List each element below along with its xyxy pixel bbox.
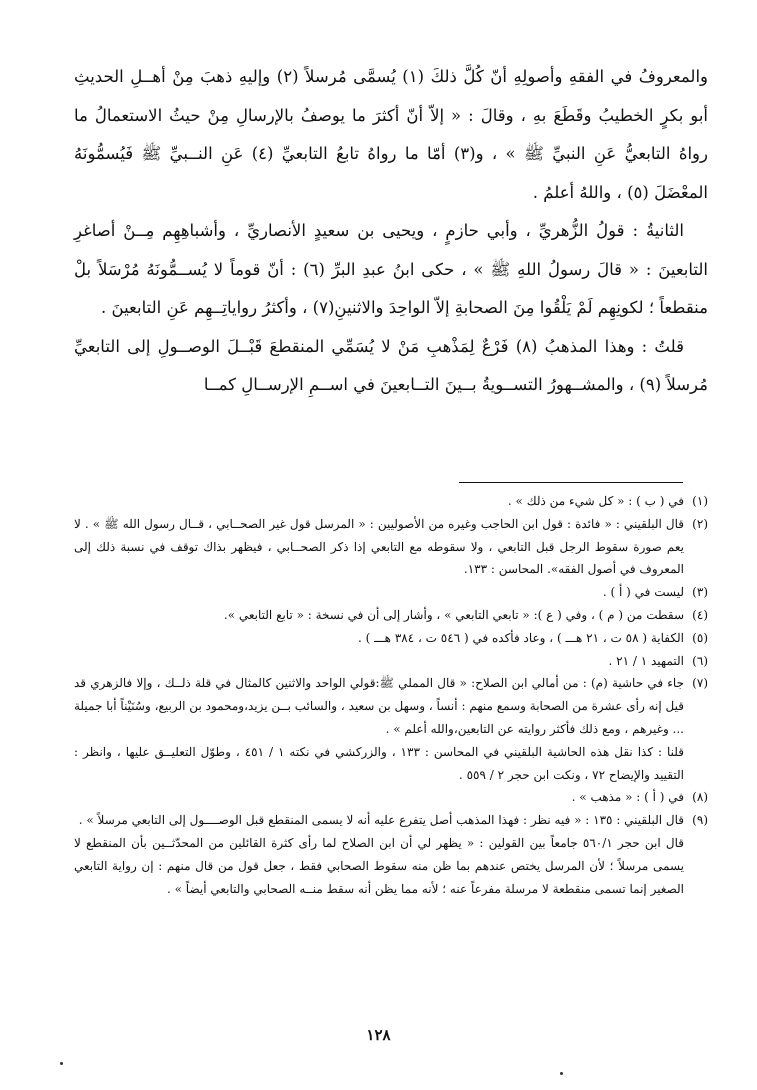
footnote-number: (٧) bbox=[692, 676, 708, 691]
footnote-7 bbox=[74, 672, 708, 740]
footnote-text: في ( أ ) : « مذهب » . bbox=[571, 790, 684, 805]
scan-speck bbox=[60, 1062, 63, 1065]
main-text bbox=[74, 58, 708, 405]
footnote-5 bbox=[74, 627, 708, 650]
footnote-text: في ( ب ) : « كل شيء من ذلك » . bbox=[507, 494, 684, 508]
footnote-text: التمهيد ١ / ٢١ . bbox=[608, 653, 684, 668]
footnote-3 bbox=[74, 581, 708, 604]
footnote-text: سقطت من ( م ) ، وفي ( ع ): « تابعي التابعي » ، وأشار إلى أن في نسخة : « تابع التابعي ». bbox=[223, 607, 684, 622]
footnote-number: (٩) bbox=[692, 813, 708, 828]
footnote-separator bbox=[459, 482, 683, 483]
paragraph-3: قلتُ : وهذا المذهبُ (٨) فَرْعٌ لِمَذْهبِ مَنْ لا يُسَمِّي المنقطعَ قَبْــلَ الوصــولِ إلى التابعيِّ مُرسلاً (٩) ، والمشــهورُ التســويةُ بــينَ التــابعينَ في اســمِ الإرســالِ كمــا bbox=[74, 336, 708, 394]
footnote-text: قال البلقيني : ١٣٥ : « فيه نظر : فهذا المذهب أصل يتفرع عليه أنه لا يسمى المنقطع قبل الوصــــول إلى التابعي مرسلاً » . bbox=[78, 813, 684, 828]
footnote-text: قال البلقيني : « فائدة : قول ابن الحاجب وغيره من الأصوليين : « المرسل قول غير الصحــابي ، قــال رسول الله ﷺ » . لا يعم صورة سقوط الرجل قبل التابعي ، ولا سقوطه مع التابعي إذا ذكر الصحــابي ، فيظهر بذاك توقف في نسبة ذلك إلى المعروف في أصول الفقه». المحاسن : ١٣٣. bbox=[74, 516, 684, 577]
footnote-text: جاء في حاشية (م) : من أمالي ابن الصلاح: « قال المملي ﷺ:قولي الواحد والاثنين كالمثال في قلة ذلــك ، وإلا فالزهري قد قيل إنه رأى عشرة من الصحابة وسمع منهم : أنساً ، وسهل بن سعيد ، والسائب بــن يزيد،ومحمود بن الربيع، وسُنَيْناً أبا جميلة ... وغيرهم ، ومع ذلك فأكثر روايته عن التابعين،والله أعلم » . bbox=[74, 676, 684, 736]
footnote-2 bbox=[74, 513, 708, 581]
footnote-8 bbox=[74, 786, 708, 809]
footnote-number: (٥) bbox=[692, 630, 708, 645]
footnote-number: (٢) bbox=[692, 516, 708, 531]
footnote-7-continuation: قلنا : كذا نقل هذه الحاشية البلقيني في المحاسن : ١٣٣ ، والزركشي في نكته ١ / ٤٥١ ، وطوّل التعليــق عليها ، وانظر : التقييد والإيضاح ٧٢ ، ونكت ابن حجر ٢ / ٥٥٩ . bbox=[74, 744, 685, 782]
footnote-number: (٤) bbox=[692, 607, 708, 622]
footnote-6 bbox=[74, 650, 708, 673]
footnote-number: (٣) bbox=[692, 585, 708, 600]
paragraph-2: الثانيةُ : قولُ الزُّهريِّ ، وأبي حازمٍ ، ويحيى بن سعيدٍ الأنصاريِّ ، وأشباهِهِم مِــنْ أصاغرِ التابعينَ : « قالَ رسولُ اللهِ ﷺ » ، حكى ابنُ عبدِ البرِّ (٦) : أنّ قوماً لا يُســمُّونَهُ مُرْسَلاً بلْ منقطعاً ؛ لكونِهِم لَمْ يَلْقُوا مِنَ الصحابةِ إلاّ الواحِدَ والاثنينِ(٧) ، وأكثرُ رواياتِــهِم عَنِ التابعينَ . bbox=[74, 221, 709, 317]
footnote-9 bbox=[74, 809, 708, 832]
scan-speck bbox=[560, 1072, 563, 1075]
footnote-4 bbox=[74, 604, 708, 627]
footnote-text: ليست في ( أ ) . bbox=[602, 585, 684, 600]
footnote-number: (١) bbox=[692, 494, 708, 508]
footnote-number: (٦) bbox=[692, 653, 708, 668]
footnote-number: (٨) bbox=[692, 790, 708, 805]
footnote-text: الكفاية ( ٥٨ ت ، ٢١ هـــ ) ، وعاد فأكده في ( ٥٤٦ ت ، ٣٨٤ هـــ ) . bbox=[358, 630, 684, 645]
paragraph-1: والمعروفُ في الفقهِ وأصولِهِ أنّ كُلَّ ذلكَ (١) يُسمَّى مُرسلاً (٢) وإليهِ ذهبَ مِنْ أهــلِ الحديثِ أبو بكرٍ الخطيبُ وقَطَعَ بهِ ، وقالَ : « إلاّ أنّ أكثرَ ما يوصفُ بالإرسالِ مِنْ حيثُ الاستعمالُ ما رواهُ التابعيُّ عَنِ النبيِّ ﷺ » ، و(٣) أمّا ما رواهُ تابعُ التابعيِّ (٤) عَنِ النــبيِّ ﷺ فَيُسمُّونَهُ المعْضَلَ (٥) ، واللهُ أعلمُ . bbox=[74, 67, 708, 202]
page-number: ١٢٨ bbox=[366, 1026, 391, 1044]
footnote-1 bbox=[74, 490, 708, 513]
footnotes bbox=[74, 490, 708, 900]
footnote-9-continuation: قال ابن حجر ٥٦٠/١ جامعاً بين القولين : « يظهر لي أن ابن الصلاح لما رأى كثرة القائلين من المحدّثــين بأن المنقطع لا يسمى مرسلاً ؛ لأن المرسل يختص عندهم بما ظن منه سقوط الصحابي فقط ، جعل قول من قال منهم : إن رواية التابعي الصغير إنما تسمى منقطعة لا مرسلة مفرعاً عنه ؛ لأنه مما يظن أنه سقط منــه الصحابي والتابعي أيضاً » . bbox=[74, 835, 684, 896]
